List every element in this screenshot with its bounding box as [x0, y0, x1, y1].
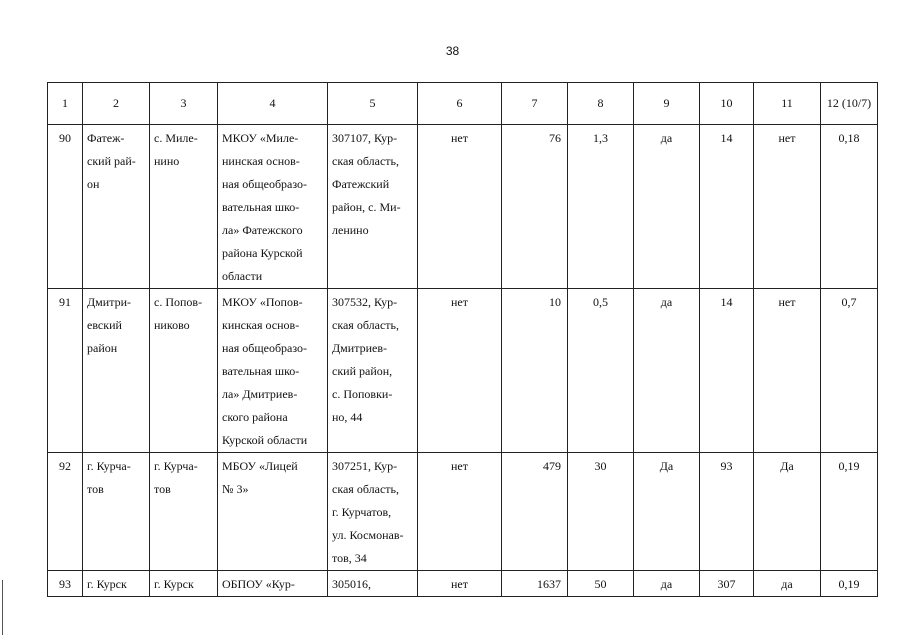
school-line: МБОУ «Лицей: [222, 459, 298, 473]
cell-c9: да: [634, 289, 700, 453]
cell-c11: нет: [754, 289, 821, 453]
cell-address: [328, 571, 418, 597]
school-line: ла» Дмитриев-: [222, 387, 298, 401]
locality-line: г. Курск: [154, 577, 194, 591]
cell-c11: да: [754, 571, 821, 597]
cell-school: [218, 571, 328, 597]
column-header: 8: [568, 83, 634, 125]
locality-line: тов: [154, 482, 171, 496]
table-row: [48, 125, 878, 289]
cell-locality: [150, 125, 218, 289]
cell-c12: 0,19: [821, 571, 878, 597]
cell-c10: 93: [700, 453, 754, 571]
column-header: 3: [150, 83, 218, 125]
address-line: Дмитриев-: [332, 341, 388, 355]
district-line: тов: [87, 482, 104, 496]
cell-district: [83, 289, 150, 453]
address-line: ская область,: [332, 318, 399, 332]
page-edge-line: [2, 580, 3, 635]
cell-c8: 1,3: [568, 125, 634, 289]
cell-c6: нет: [418, 125, 502, 289]
locality-line: никово: [154, 318, 190, 332]
school-line: вательная шко-: [222, 364, 300, 378]
cell-c7: 1637: [502, 571, 568, 597]
table-row: [48, 571, 878, 597]
district-line: Фатеж-: [87, 131, 125, 145]
address-line: 307107, Кур-: [332, 131, 398, 145]
address-line: 307251, Кур-: [332, 459, 398, 473]
address-line: ский район,: [332, 364, 393, 378]
schools-table: [47, 82, 878, 597]
column-header: 7: [502, 83, 568, 125]
column-header: 6: [418, 83, 502, 125]
locality-line: с. Миле-: [154, 131, 198, 145]
cell-locality: [150, 571, 218, 597]
page-number: 38: [445, 44, 460, 58]
cell-locality: [150, 289, 218, 453]
school-line: ОБПОУ «Кур-: [222, 577, 295, 591]
cell-school: [218, 125, 328, 289]
cell-address: [328, 289, 418, 453]
school-line: ла» Фатежского: [222, 223, 303, 237]
school-line: ная общеобразо-: [222, 341, 308, 355]
column-header: 2: [83, 83, 150, 125]
address-line: ская область,: [332, 482, 399, 496]
address-line: с. Поповки-: [332, 387, 393, 401]
cell-c12: 0,7: [821, 289, 878, 453]
column-header: 10: [700, 83, 754, 125]
school-line: нинская основ-: [222, 154, 300, 168]
cell-num: 92: [48, 453, 83, 571]
address-line: район, с. Ми-: [332, 200, 401, 214]
cell-num: 90: [48, 125, 83, 289]
cell-c9: да: [634, 571, 700, 597]
column-header: 11: [754, 83, 821, 125]
school-line: ная общеобразо-: [222, 177, 308, 191]
school-line: района Курской: [222, 246, 303, 260]
address-line: Фатежский: [332, 177, 390, 191]
address-line: г. Курчатов,: [332, 505, 392, 519]
cell-c10: 307: [700, 571, 754, 597]
cell-c12: 0,19: [821, 453, 878, 571]
district-line: Дмитри-: [87, 295, 132, 309]
cell-c6: нет: [418, 453, 502, 571]
cell-c9: да: [634, 125, 700, 289]
cell-c7: 10: [502, 289, 568, 453]
cell-c8: 30: [568, 453, 634, 571]
cell-address: [328, 453, 418, 571]
cell-c7: 479: [502, 453, 568, 571]
column-header: 5: [328, 83, 418, 125]
cell-c8: 50: [568, 571, 634, 597]
address-line: ул. Космонав-: [332, 528, 404, 542]
cell-district: [83, 571, 150, 597]
cell-c6: нет: [418, 571, 502, 597]
district-line: район: [87, 341, 118, 355]
cell-c11: Да: [754, 453, 821, 571]
column-header: 4: [218, 83, 328, 125]
school-line: вательная шко-: [222, 200, 300, 214]
table-row: [48, 453, 878, 571]
table-row: [48, 289, 878, 453]
school-line: Курской области: [222, 433, 308, 447]
address-line: ленино: [332, 223, 369, 237]
address-line: 307532, Кур-: [332, 295, 398, 309]
cell-c10: 14: [700, 125, 754, 289]
school-line: ского района: [222, 410, 288, 424]
cell-address: [328, 125, 418, 289]
cell-c8: 0,5: [568, 289, 634, 453]
address-line: но, 44: [332, 410, 363, 424]
cell-school: [218, 289, 328, 453]
cell-c7: 76: [502, 125, 568, 289]
school-line: № 3»: [222, 482, 249, 496]
cell-district: [83, 453, 150, 571]
locality-line: г. Курча-: [154, 459, 198, 473]
locality-line: с. Попов-: [154, 295, 203, 309]
cell-school: [218, 453, 328, 571]
school-line: области: [222, 269, 263, 283]
district-line: он: [87, 177, 100, 191]
cell-num: 91: [48, 289, 83, 453]
column-header: 12 (10/7): [821, 83, 878, 125]
cell-locality: [150, 453, 218, 571]
district-line: ский рай-: [87, 154, 136, 168]
school-line: МКОУ «Попов-: [222, 295, 303, 309]
column-header: 1: [48, 83, 83, 125]
school-line: кинская основ-: [222, 318, 300, 332]
cell-c10: 14: [700, 289, 754, 453]
cell-c12: 0,18: [821, 125, 878, 289]
address-line: тов, 34: [332, 551, 367, 565]
cell-c6: нет: [418, 289, 502, 453]
cell-num: 93: [48, 571, 83, 597]
district-line: г. Курча-: [87, 459, 131, 473]
address-line: ская область,: [332, 154, 399, 168]
locality-line: нино: [154, 154, 180, 168]
district-line: евский: [87, 318, 122, 332]
column-header: 9: [634, 83, 700, 125]
district-line: г. Курск: [87, 577, 127, 591]
cell-c9: Да: [634, 453, 700, 571]
header-row: [48, 83, 878, 125]
cell-c11: нет: [754, 125, 821, 289]
school-line: МКОУ «Миле-: [222, 131, 299, 145]
address-line: 305016,: [332, 577, 371, 591]
cell-district: [83, 125, 150, 289]
